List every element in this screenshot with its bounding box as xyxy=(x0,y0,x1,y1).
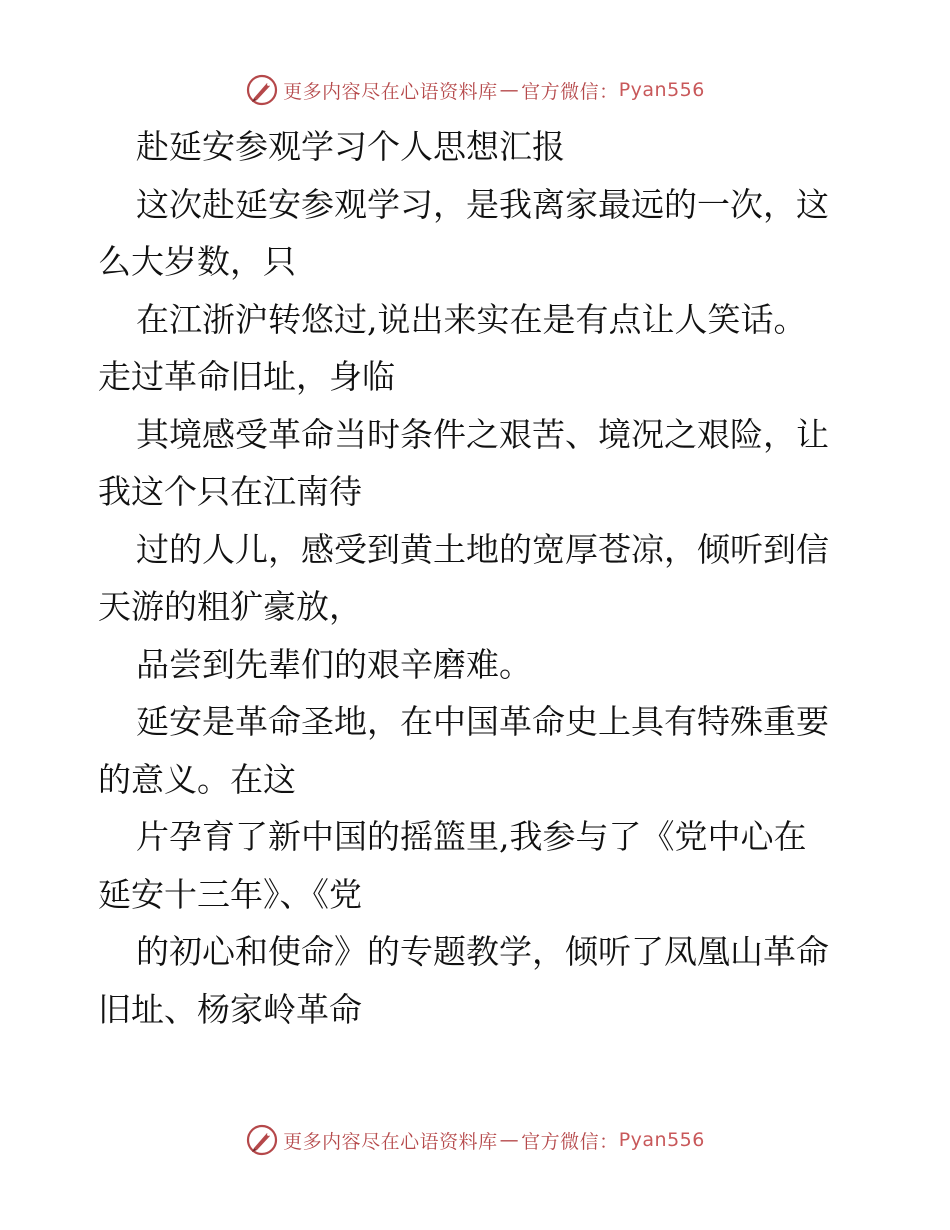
banner-title: 更多内容尽在心语资料库 xyxy=(283,80,498,103)
document-line: 走过革命旧址，身临 xyxy=(98,357,395,396)
banner-wechat-label: 官方微信： xyxy=(521,1130,619,1153)
document-line: 延安是革命圣地，在中国革命史上具有特殊重要 xyxy=(136,702,829,741)
document-line: 片孕育了新中国的摇篮里,我参与了《党中心在 xyxy=(136,817,807,856)
pen-logo-icon xyxy=(245,1123,279,1157)
document-line: 的初心和使命》的专题教学，倾听了凤凰山革命 xyxy=(136,932,829,971)
document-line: 这次赴延安参观学习，是我离家最远的一次，这 xyxy=(136,184,829,224)
document-line: 品尝到先辈们的艰辛磨难。 xyxy=(136,644,532,684)
banner-wechat-id: Pyan556 xyxy=(618,1129,705,1151)
document-line: 我这个只在江南待 xyxy=(98,472,362,511)
footer-banner xyxy=(0,1120,950,1160)
document-line: 其境感受革命当时条件之艰苦、境况之艰险，让 xyxy=(136,414,829,454)
banner-title: 更多内容尽在心语资料库 xyxy=(283,1130,498,1153)
document-line: 么大岁数，只 xyxy=(98,242,296,281)
banner-wechat-label: 官方微信： xyxy=(521,80,619,103)
banner-separator: — xyxy=(499,1129,520,1151)
document-line: 过的人儿，感受到黄土地的宽厚苍凉，倾听到信 xyxy=(136,529,829,569)
document-body xyxy=(98,118,858,1038)
document-line: 的意义。在这 xyxy=(98,759,296,799)
pen-logo-icon xyxy=(245,73,279,107)
document-line: 在江浙沪转悠过,说出来实在是有点让人笑话。 xyxy=(136,299,807,339)
banner-wechat-id: Pyan556 xyxy=(618,79,705,101)
document-title: 赴延安参观学习个人思想汇报 xyxy=(136,127,565,166)
document-line: 旧址、杨家岭革命 xyxy=(98,989,362,1029)
banner-separator: — xyxy=(499,79,520,101)
document-line: 延安十三年》、《党 xyxy=(98,874,362,914)
document-line: 天游的粗犷豪放， xyxy=(98,587,362,626)
header-banner xyxy=(0,70,950,110)
